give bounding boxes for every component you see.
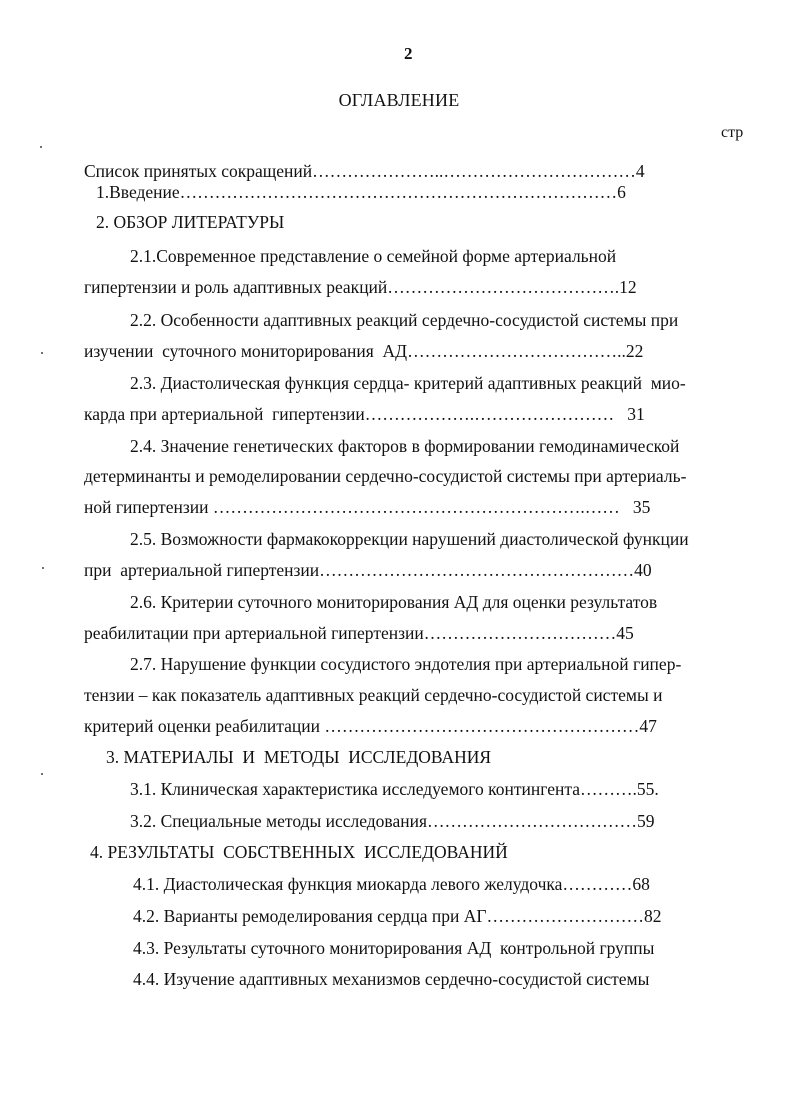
scan-speck xyxy=(41,352,43,354)
toc-line-4-4: 4.4. Изучение адаптивных механизмов сердечно-сосудистой системы xyxy=(133,969,650,989)
toc-line-4-3: 4.3. Результаты суточного мониторирования АД контрольной группы xyxy=(133,938,655,958)
page-number: 2 xyxy=(404,44,413,63)
toc-line-2-6-cont: реабилитации при артериальной гипертензии……………………………45 xyxy=(84,623,634,643)
toc-line-3-2: 3.2. Специальные методы исследования………………………………59 xyxy=(130,811,655,831)
toc-line-2-6: 2.6. Критерии суточного мониторирования АД для оценки результатов xyxy=(130,592,658,612)
page-column-label: стр xyxy=(721,124,744,141)
toc-line-2-3-cont: карда при артериальной гипертензии……………….…………………… 31 xyxy=(84,404,645,424)
toc-line-2-7-cont: тензии – как показатель адаптивных реакций сердечно-сосудистой системы и xyxy=(84,685,663,705)
page-title: ОГЛАВЛЕНИЕ xyxy=(338,90,460,110)
toc-line-2-4-cont2: ной гипертензии ……………………………………………………….…… 35 xyxy=(84,497,651,517)
toc-line-2-5: 2.5. Возможности фармакокоррекции нарушений диастолической функции xyxy=(130,529,689,549)
toc-line-2-4-cont: детерминанты и ремоделировании сердечно-сосудистой системы при артериаль- xyxy=(84,466,687,486)
toc-line-2-1: 2.1.Современное представление о семейной форме артериальной xyxy=(130,246,617,266)
toc-line-3-1: 3.1. Клиническая характеристика исследуемого контингента……….55. xyxy=(130,779,659,799)
toc-line-2-7: 2.7. Нарушение функции сосудистого эндотелия при артериальной гипер- xyxy=(130,654,682,674)
toc-line-introduction: 1.Введение…………………………………………………………………6 xyxy=(96,182,626,202)
toc-line-2-4: 2.4. Значение генетических факторов в формировании гемодинамической xyxy=(130,436,680,456)
toc-line-2-2: 2.2. Особенности адаптивных реакций сердечно-сосудистой системы при xyxy=(130,310,679,330)
toc-line-2-3: 2.3. Диастолическая функция сердца- критерий адаптивных реакций мио- xyxy=(130,373,686,393)
toc-line-abbreviations: Список принятых сокращений…………………..……………………………4 xyxy=(84,161,645,181)
toc-line-2-7-cont2: критерий оценки реабилитации ………………………………………………47 xyxy=(84,716,657,736)
scan-speck xyxy=(40,146,42,148)
scan-speck xyxy=(41,773,43,775)
toc-line-4-1: 4.1. Диастолическая функция миокарда левого желудочка…………68 xyxy=(133,874,650,894)
toc-heading-literature-review: 2. ОБЗОР ЛИТЕРАТУРЫ xyxy=(96,212,285,232)
toc-line-4-2: 4.2. Варианты ремоделирования сердца при АГ………………………82 xyxy=(133,906,662,926)
toc-heading-results: 4. РЕЗУЛЬТАТЫ СОБСТВЕННЫХ ИССЛЕДОВАНИЙ xyxy=(90,842,508,862)
toc-heading-materials-methods: 3. МАТЕРИАЛЫ И МЕТОДЫ ИССЛЕДОВАНИЯ xyxy=(106,747,492,767)
toc-line-2-5-cont: при артериальной гипертензии………………………………………………40 xyxy=(84,560,652,580)
toc-line-2-2-cont: изучении суточного мониторирования АД………………………………..22 xyxy=(84,341,644,361)
toc-line-2-1-cont: гипертензии и роль адаптивных реакций………………………………….12 xyxy=(84,277,637,297)
scan-speck xyxy=(42,567,44,569)
